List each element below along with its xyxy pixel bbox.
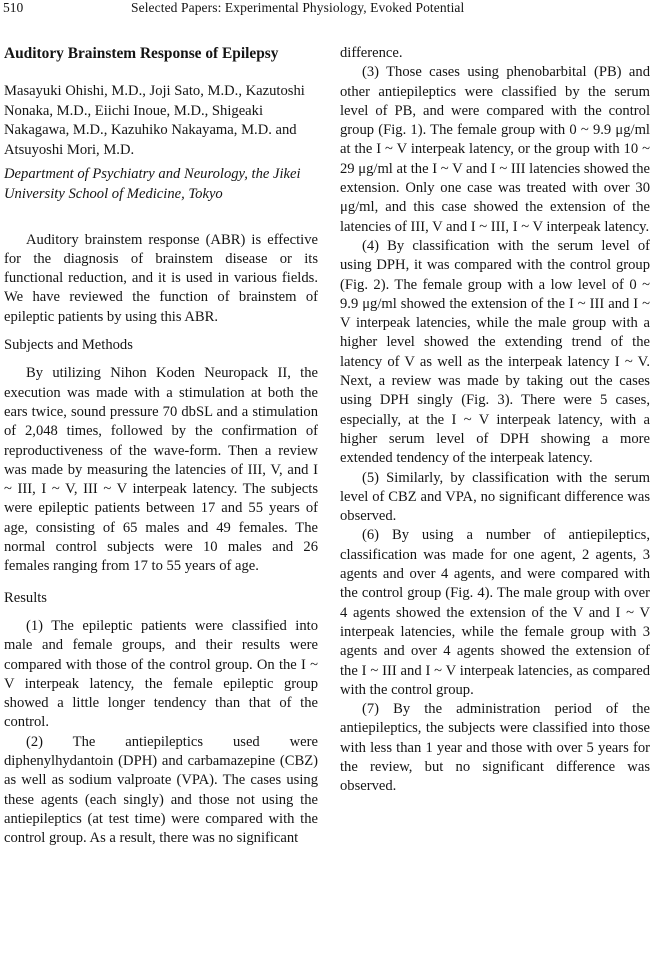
page-number: 510 (3, 0, 24, 15)
result-item-3: (3) Those cases using phenobarbital (PB) and other antiepileptics were classified by the serum level of PB, and were compared with the control group (Fig. 1). The female group with 0 ~ 9.9 μg/ml at the I ~ V interpeak latency, or the group with 10 ~ 29 μg/ml at the I ~ V and I ~ III latencies showed the extension. Only one case was treated with over 30 μg/ml, and this case showed the extension of the latencies of III, V and I ~ III, I ~ V interpeak latency. (340, 64, 650, 235)
result-item-6: (6) By using a number of antiepileptics, classification was made for one agent, 2 agents, 3 agents and over 4 agents, and were compared with the control group (Fig. 4). The male group with over 4 agents showed the extension of the V and I ~ V interpeak latencies, while the female group with 3 agents and over 4 agents showed the extension of the I ~ III and I ~ V interpeak latencies, as compared with the control group. (340, 527, 650, 698)
right-column (340, 44, 650, 797)
methods-heading: Subjects and Methods (4, 337, 133, 354)
running-header (3, 0, 642, 18)
author-list: Masayuki Ohishi, M.D., Joji Sato, M.D., Kazutoshi Nonaka, M.D., Eiichi Inoue, M.D., Shigeaki Nakagawa, M.D., Kazuhiko Nakayama, M.D. and Atsuyoshi Mori, M.D. (4, 83, 305, 158)
result-item-1: (1) The epileptic patients were classified into male and female groups, and their results were compared with those of the control group. On the I ~ V interpeak latency, the female epileptic group showed a little longer tendency than that of the control. (4, 617, 318, 731)
article-title: Auditory Brainstem Response of Epilepsy (4, 45, 279, 62)
methods-paragraph: By utilizing Nihon Koden Neuropack II, the execution was made with a stimulation at both the ears twice, sound pressure 70 dbSL and a stimulation of 2,048 times, followed by the confirmation of reproductiveness of the wave-form. Then a review was made by measuring the latencies of III, V, and I ~ III, I ~ V, III ~ V interpeak latency. The subjects were epileptic patients between 17 and 55 years of age, consisting of 65 males and 49 females. The normal control subjects were 10 males and 26 females ranging from 17 to 55 years of age. (4, 365, 318, 575)
running-title: Selected Papers: Experimental Physiology, Evoked Potential (131, 0, 465, 15)
result-item-7: (7) By the administration period of the antiepileptics, the subjects were classified into those with less than 1 year and those with over 5 years for the review, but no significant difference was observed. (340, 701, 650, 795)
affiliation: Department of Psychiatry and Neurology, the Jikei University School of Medicine, Tokyo (4, 166, 301, 202)
left-column (4, 44, 318, 848)
intro-paragraph: Auditory brainstem response (ABR) is effective for the diagnosis of brainstem disease or its functional reduction, and it is used in various fields. We have reviewed the function of brainstem of epileptic patients by using this ABR. (4, 231, 318, 325)
result-item-4: (4) By classification with the serum level of using DPH, it was compared with the control group (Fig. 2). The female group with a low level of 0 ~ 9.9 μg/ml showed the extension of the I ~ III and I ~ V interpeak latencies, while the male group with a higher level showed the extending trend of the latency of V as well as the interpeak latency I ~ V. Next, a review was made by taking out the cases using DPH singly (Fig. 3). There were 5 cases, especially, at the I ~ V interpeak latency, with a higher serum level of DPH showing a more extended tendency of the interpeak latency. (340, 237, 650, 467)
result-item-2: (2) The antiepileptics used were diphenylhydantoin (DPH) and carbamazepine (CBZ) as well as sodium valproate (VPA). The cases using these agents (each singly) and those not using the antiepileptics (at test time) were compared with the control group. As a result, there was no significant (4, 733, 318, 847)
result-item-2-continued: difference. (340, 45, 403, 61)
result-item-5: (5) Similarly, by classification with the serum level of CBZ and VPA, no significant difference was observed. (340, 469, 650, 525)
results-heading: Results (4, 589, 47, 606)
